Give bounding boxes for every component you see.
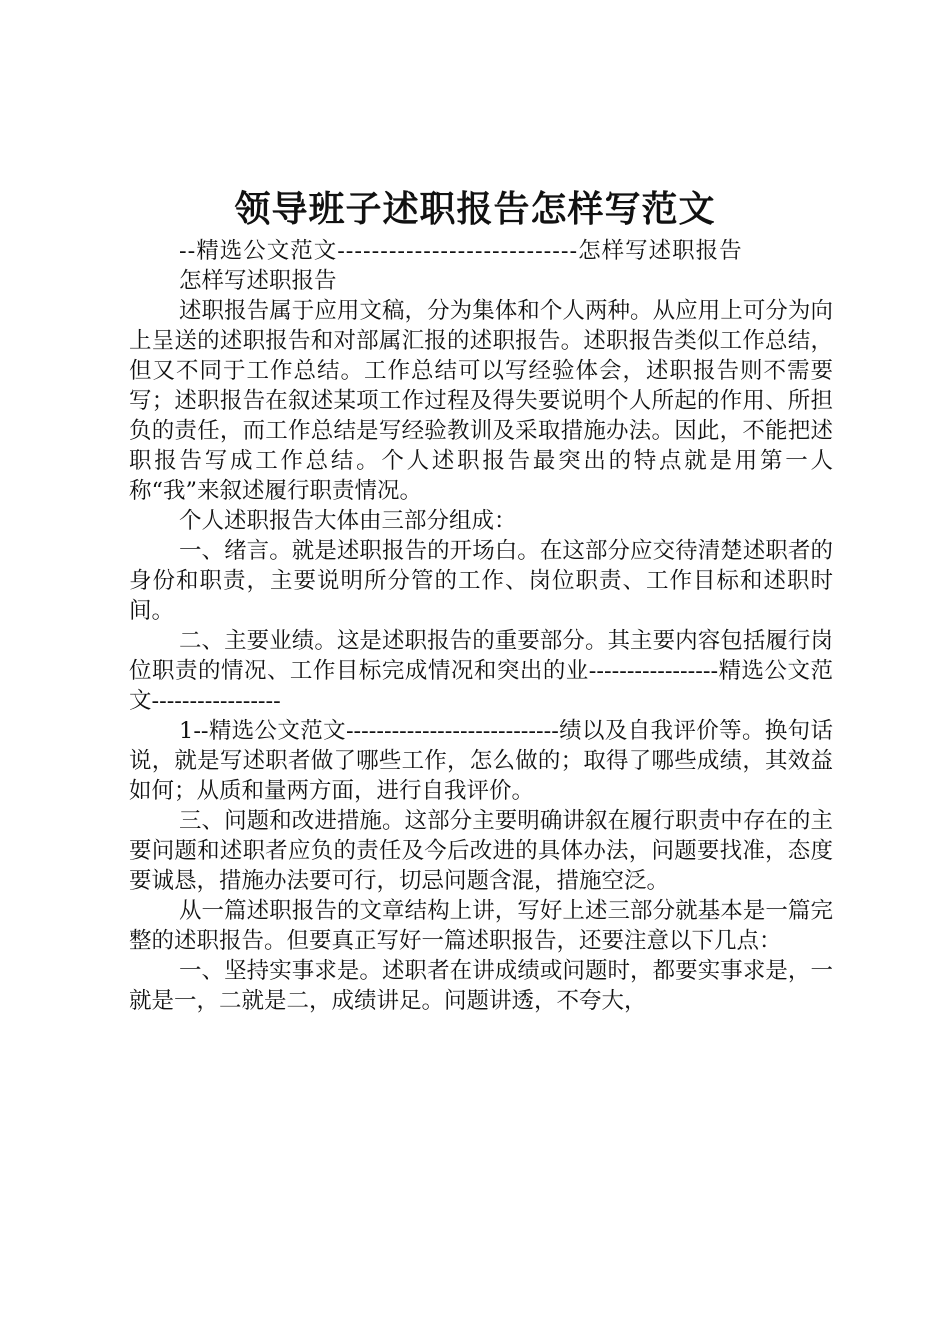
header-line: --精选公文范文----------------------------怎样写述职报告 (179, 238, 743, 264)
document-body (129, 236, 833, 1016)
subtitle-paragraph: 怎样写述职报告 (179, 268, 337, 294)
body-paragraph: 述职报告属于应用文稿，分为集体和个人两种。从应用上可分为向上呈送的述职报告和对部属汇报的述职报告。述职报告类似工作总结，但又不同于工作总结。工作总结可以写经验体会，述职报告则不需要写；述职报告在叙述某项工作过程及得失要说明个人所起的作用、所担负的责任，而工作总结是写经验教训及采取措施办法。因此，不能把述职报告写成工作总结。个人述职报告最突出的特点就是用第一人称“我”来叙述履行职责情况。 (129, 298, 833, 504)
body-paragraph: 个人述职报告大体由三部分组成： (179, 508, 517, 534)
body-paragraph: 一、绪言。就是述职报告的开场白。在这部分应交待清楚述职者的身份和职责，主要说明所分管的工作、岗位职责、工作目标和述职时间。 (129, 538, 833, 624)
body-paragraph: 1--精选公文范文----------------------------绩以及自我评价等。换句话说，就是写述职者做了哪些工作，怎么做的；取得了哪些成绩，其效益如何；从质和量两方面，进行自我评价。 (129, 718, 833, 804)
body-paragraph: 二、主要业绩。这是述职报告的重要部分。其主要内容包括履行岗位职责的情况、工作目标完成情况和突出的业-----------------精选公文范文----------------- (129, 628, 833, 714)
body-paragraph: 一、坚持实事求是。述职者在讲成绩或问题时，都要实事求是，一就是一，二就是二，成绩讲足。问题讲透，不夸大， (129, 958, 833, 1014)
body-paragraph: 从一篇述职报告的文章结构上讲，写好上述三部分就基本是一篇完整的述职报告。但要真正写好一篇述职报告，还要注意以下几点： (129, 898, 833, 954)
body-paragraph: 三、问题和改进措施。这部分主要明确讲叙在履行职责中存在的主要问题和述职者应负的责任及今后改进的具体办法，问题要找准，态度要诚恳，措施办法要可行，切忌问题含混，措施空泛。 (129, 808, 833, 894)
document-title: 领导班子述职报告怎样写范文 (234, 188, 716, 230)
